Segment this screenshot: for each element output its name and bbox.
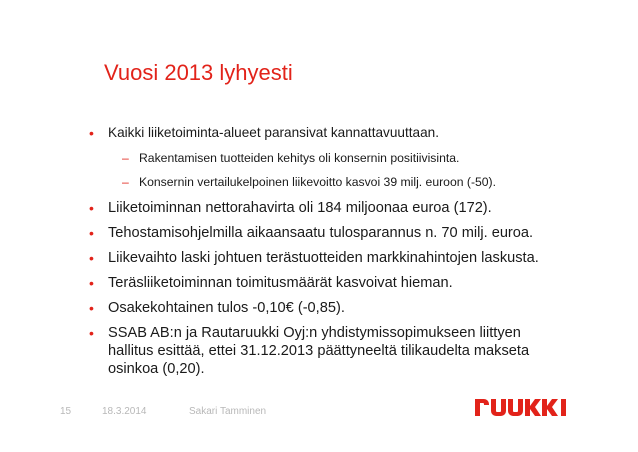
bullet-text: Teräsliiketoiminnan toimitusmäärät kasvoivat hieman. bbox=[108, 275, 453, 291]
bullet-text-line: osinkoa (0,20). bbox=[108, 361, 205, 377]
bullet-item bbox=[89, 299, 609, 317]
bullet-icon: • bbox=[89, 225, 94, 241]
bullet-item bbox=[89, 199, 609, 217]
bullet-icon: • bbox=[89, 250, 94, 266]
slide-content bbox=[89, 124, 609, 378]
dash-icon: – bbox=[122, 175, 129, 189]
bullet-text: Tehostamisohjelmilla aikaansaatu tulosparannus n. 70 milj. euroa. bbox=[108, 225, 534, 241]
footer-date: 18.3.2014 bbox=[102, 406, 147, 417]
bullet-icon: • bbox=[89, 300, 94, 316]
footer-author: Sakari Tamminen bbox=[189, 406, 267, 417]
bullet-item bbox=[89, 249, 609, 267]
sub-bullet-item bbox=[89, 150, 609, 166]
bullet-text: Liiketoiminnan nettorahavirta oli 184 miljoonaa euroa (172). bbox=[108, 200, 492, 216]
ruukki-logo bbox=[475, 393, 573, 417]
bullet-icon: • bbox=[89, 200, 94, 216]
sub-bullet-text: Rakentamisen tuotteiden kehitys oli konsernin positiivisinta. bbox=[139, 151, 460, 165]
bullet-item bbox=[89, 224, 609, 242]
bullet-text: Kaikki liiketoiminta-alueet paransivat kannattavuuttaan. bbox=[108, 125, 439, 140]
bullet-icon: • bbox=[89, 125, 94, 141]
bullet-icon: • bbox=[89, 325, 94, 341]
bullet-text: Osakekohtainen tulos -0,10€ (-0,85). bbox=[108, 300, 345, 316]
dash-icon: – bbox=[122, 151, 129, 165]
page-number: 15 bbox=[60, 406, 72, 417]
bullet-item bbox=[89, 274, 609, 292]
slide-title: Vuosi 2013 lyhyesti bbox=[104, 60, 293, 85]
sub-bullet-item bbox=[89, 174, 609, 190]
bullet-item bbox=[89, 124, 609, 142]
bullet-icon: • bbox=[89, 275, 94, 291]
sub-bullet-text: Konsernin vertailukelpoinen liikevoitto kasvoi 39 milj. euroon (-50). bbox=[139, 175, 497, 189]
bullet-item bbox=[89, 324, 609, 378]
bullet-text-line: SSAB AB:n ja Rautaruukki Oyj:n yhdistymissopimukseen liittyen bbox=[108, 325, 521, 341]
bullet-text: Liikevaihto laski johtuen terästuotteiden markkinahintojen laskusta. bbox=[108, 250, 539, 266]
bullet-text-line: hallitus esittää, ettei 31.12.2013 päättyneeltä tilikaudelta makseta bbox=[108, 343, 530, 359]
